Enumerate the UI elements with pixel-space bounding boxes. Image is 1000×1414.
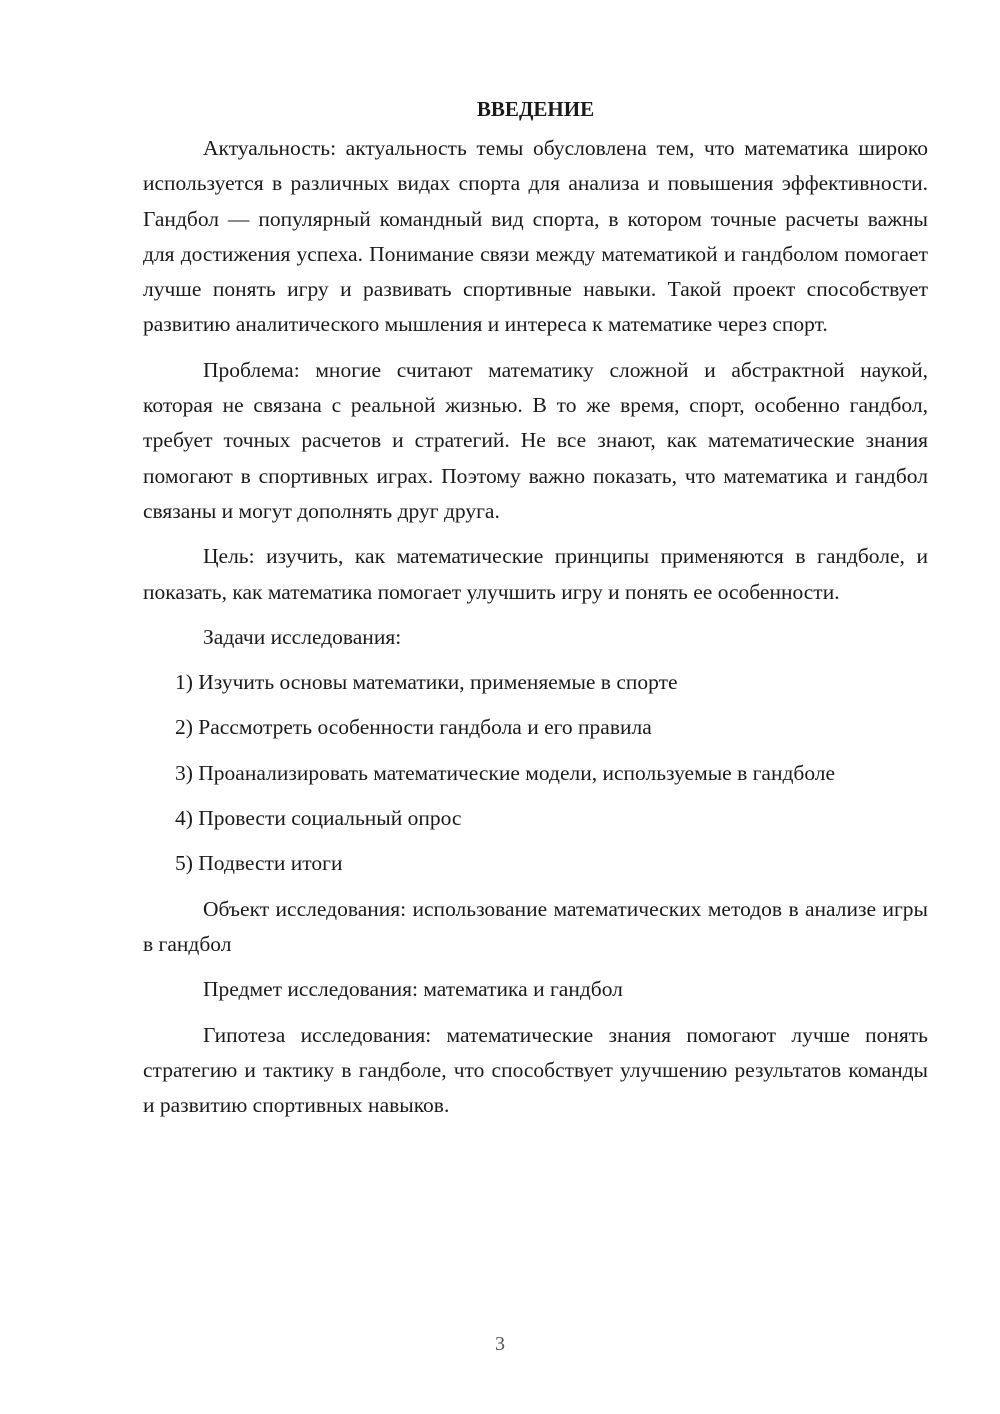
task-item: 1) Изучить основы математики, применяемые в спорте [175, 670, 678, 695]
object-paragraph: Объект исследования: использование математических методов в анализе игры в гандбол [143, 896, 928, 956]
goal-paragraph: Цель: изучить, как математические принципы применяются в гандболе, и показать, как математика помогает улучшить игру и понять ее особенности. [143, 544, 928, 604]
section-title: ВВЕДЕНИЕ [476, 97, 595, 121]
relevance-paragraph: Актуальность: актуальность темы обусловлена тем, что математика широко используется в различных видах спорта для анализа и повышения эффективности. Гандбол — популярный командный вид спорта, в котором точные расчеты важны для достижения успеха. Понимание связи между математикой и гандболом помогает лучше понять игру и развивать спортивные навыки. Такой проект способствует развитию аналитического мышления и интереса к математике через спорт. [143, 136, 928, 337]
subject-paragraph: Предмет исследования: математика и гандбол [203, 977, 623, 1002]
task-item: 5) Подвести итоги [175, 851, 343, 876]
document-page [143, 92, 928, 1133]
task-item: 2) Рассмотреть особенности гандбола и его правила [175, 715, 652, 740]
tasks-heading: Задачи исследования: [203, 624, 402, 649]
task-item: 3) Проанализировать математические модели, используемые в гандболе [175, 760, 836, 785]
page-number: 3 [495, 1333, 505, 1355]
hypothesis-paragraph: Гипотеза исследования: математические знания помогают лучше понять стратегию и тактику в гандболе, что способствует улучшению результатов команды и развитию спортивных навыков. [143, 1022, 928, 1118]
problem-paragraph: Проблема: многие считают математику сложной и абстрактной наукой, которая не связана с реальной жизнью. В то же время, спорт, особенно гандбол, требует точных расчетов и стратегий. Не все знают, как математические знания помогают в спортивных играх. Поэтому важно показать, что математика и гандбол связаны и могут дополнять друг друга. [143, 357, 928, 523]
task-item: 4) Провести социальный опрос [175, 806, 462, 831]
